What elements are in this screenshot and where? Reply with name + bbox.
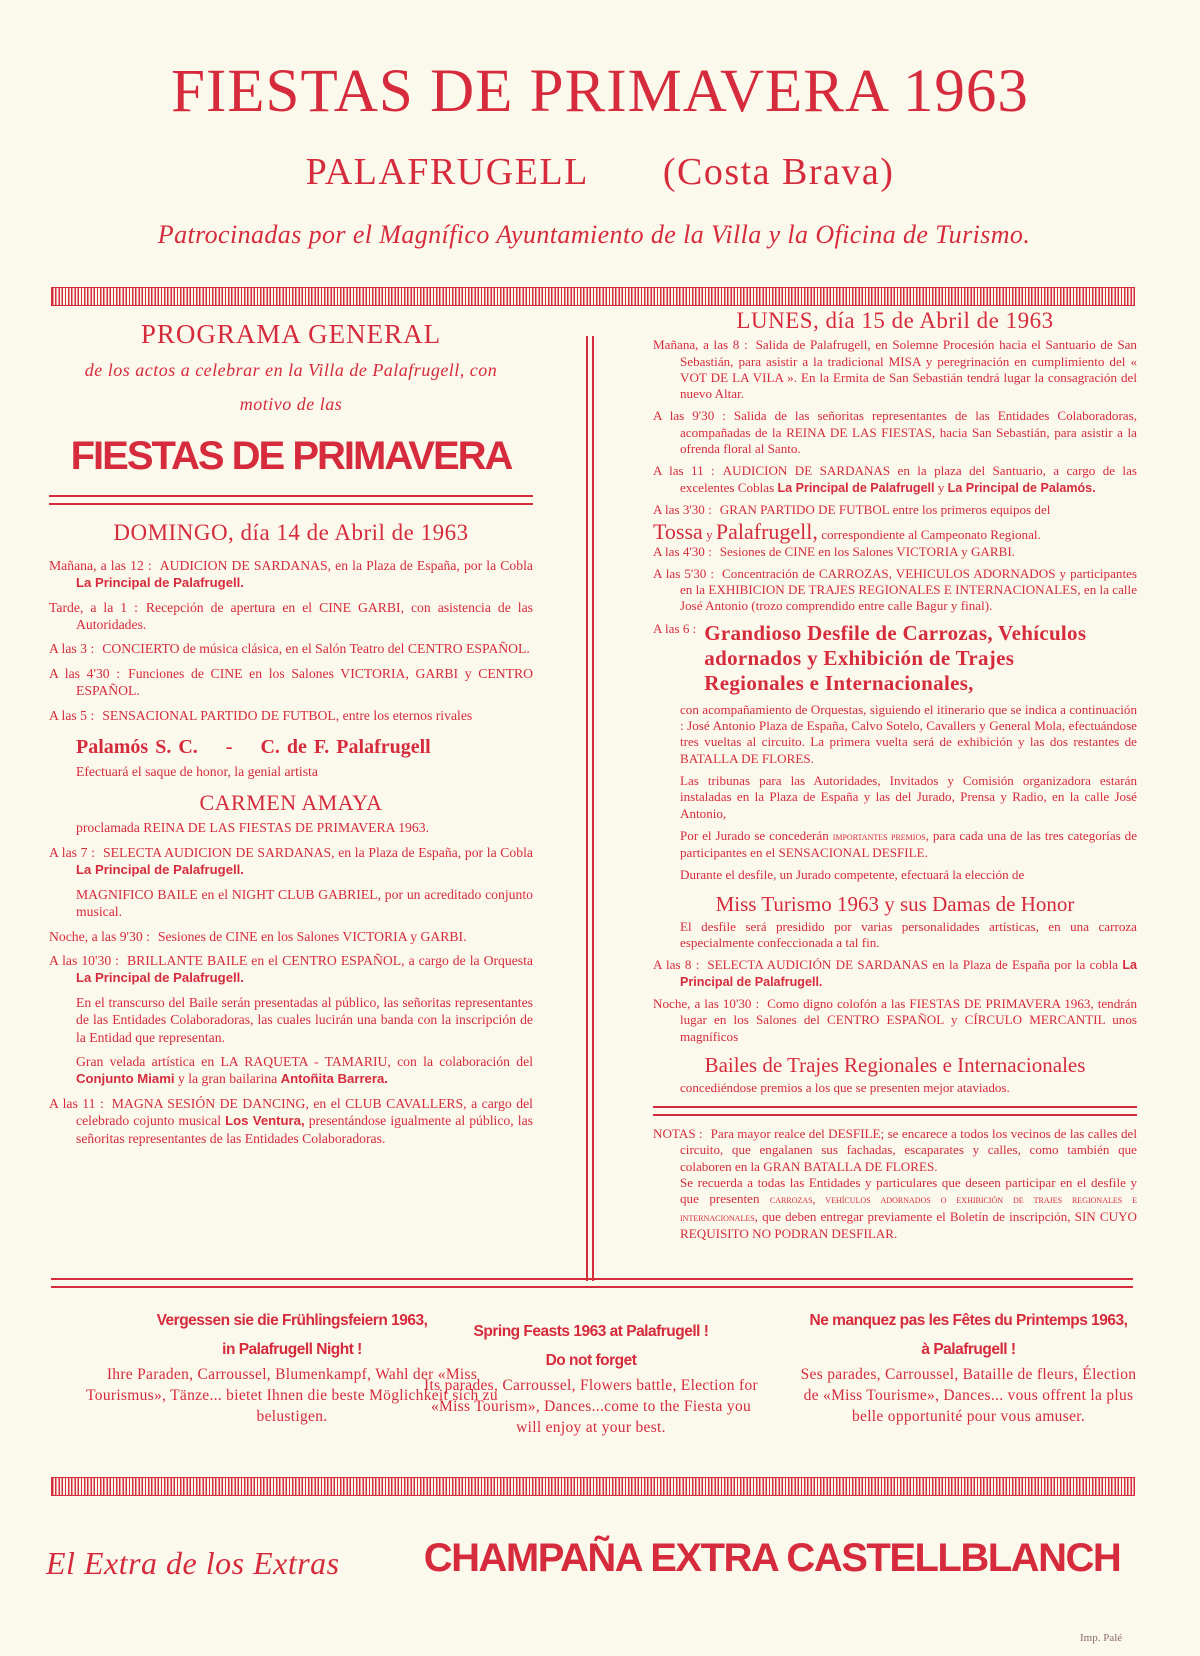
- event-time: A las 5'30 :: [653, 565, 715, 581]
- performer-name: Conjunto Miami: [76, 1071, 175, 1087]
- performer-name: Antoñita Barrera.: [280, 1071, 388, 1087]
- event-text: , para cada una de las tres categorías de participantes en el SENSACIONAL DESFILE.: [680, 827, 1138, 861]
- event-text: MAGNIFICO BAILE en el NIGHT CLUB GABRIEL, por un acreditado conjunto musical.: [76, 886, 533, 920]
- event-text: MAGNA SESIÓN DE DANCING, en el CLUB CAVALLERS, a cargo del celebrado cojunto musical: [76, 1095, 533, 1129]
- performer-name: La Principal de Palafrugell.: [680, 958, 1137, 989]
- german-heading-2: in Palafrugell Night !: [222, 1341, 362, 1358]
- event-text: C. de F. Palafrugell: [260, 736, 431, 759]
- event-item: [49, 928, 533, 945]
- event-detail: [653, 773, 1137, 822]
- event-detail: [653, 702, 1137, 767]
- event-text: SELECTA AUDICION DE SARDANAS, en la Plaza de España, por la Cobla: [102, 844, 533, 860]
- event-text: Grandioso Desfile de Carrozas, Vehículos adornados y Exhibición de Trajes Regionales e Internacionales,: [704, 620, 1087, 695]
- hatched-divider-bottom: [51, 1477, 1135, 1496]
- event-text: AUDICION DE SARDANAS en la plaza del Santuario, a cargo de las excelentes Coblas: [680, 463, 1137, 495]
- program-intro-line2: motivo de las: [239, 394, 343, 415]
- day-heading-sunday: DOMINGO, día 14 de Abril de 1963: [113, 520, 469, 546]
- event-text: importantes premios: [832, 830, 926, 843]
- event-detail: [49, 787, 533, 819]
- event-item: [49, 952, 533, 987]
- event-detail: [653, 828, 1137, 862]
- event-detail: [49, 819, 533, 836]
- event-item: [49, 599, 533, 634]
- printer-credit: Imp. Palé: [1080, 1632, 1123, 1644]
- english-heading-1: Spring Feasts 1963 at Palafrugell !: [473, 1323, 709, 1340]
- event-text: CARMEN AMAYA: [199, 790, 383, 816]
- region-name: (Costa Brava): [662, 151, 895, 193]
- event-detail: [49, 1053, 533, 1088]
- event-item: [653, 996, 1137, 1045]
- event-text: Bailes de Trajes Regionales e Internacionales: [704, 1052, 1086, 1077]
- team-name: Tossa: [653, 519, 703, 545]
- event-time: A las 6 :: [653, 620, 697, 636]
- event-text: Recepción de apertura en el CINE GARBI, con asistencia de las Autoridades.: [76, 599, 533, 633]
- slogan: El Extra de los Extras: [46, 1545, 340, 1581]
- event-item: [49, 640, 533, 657]
- english-heading-2: Do not forget: [545, 1352, 637, 1369]
- event-text: Sesiones de CINE en los Salones VICTORIA y GARBI.: [719, 543, 1015, 559]
- event-detail: [49, 886, 533, 921]
- event-item: [653, 544, 1137, 560]
- event-text: Durante el desfile, un Jurado competente, efectuará la elección de: [680, 867, 1025, 883]
- event-item: [49, 707, 533, 724]
- event-text: y: [934, 479, 948, 495]
- hatched-divider-top: [51, 287, 1135, 306]
- festival-name: FIESTAS DE PRIMAVERA: [70, 434, 512, 479]
- event-text: Gran velada artística en LA RAQUETA - TAMARIU, con la colaboración del: [76, 1053, 533, 1069]
- event-item: [653, 957, 1137, 990]
- event-item: [653, 337, 1137, 402]
- event-item: [49, 557, 533, 592]
- event-detail: [653, 1051, 1137, 1080]
- notes-text: Se recuerda a todas las Entidades y particulares que deseen participar en el desfile y que presenten: [680, 1174, 1137, 1207]
- town-name: PALAFRUGELL: [305, 151, 589, 193]
- event-text: Sesiones de CINE en los Salones VICTORIA y GARBI.: [157, 928, 467, 944]
- event-time: A las 8 :: [653, 957, 700, 973]
- event-time: Noche, a las 10'30 :: [653, 995, 760, 1011]
- event-text: Funciones de CINE en los Salones VICTORIA, GARBI y CENTRO ESPAÑOL.: [76, 665, 533, 699]
- event-time: A las 4'30 :: [653, 543, 712, 559]
- event-item: [653, 463, 1137, 496]
- event-text: CONCIERTO de música clásica, en el Salón Teatro del CENTRO ESPAÑOL.: [102, 641, 530, 657]
- event-item: [653, 621, 1137, 696]
- event-text: Salida de Palafrugell, en Solemne Procesión hacia el Santuario de San Sebastián, para asistir a la tradicional MISA y peregrinación en cumplimiento del « VOT DE LA VILA ». En la Ermita de San Sebastián tendrá lugar la consagración del nuevo Altar.: [680, 337, 1137, 402]
- performer-name: La Principal de Palafrugell: [777, 480, 935, 495]
- event-time: A las 9'30 :: [653, 408, 726, 424]
- notes-label: NOTAS :: [653, 1126, 703, 1142]
- footer-french: [794, 1306, 1143, 1427]
- event-text: concediéndose premios a los que se presenten mejor ataviados.: [680, 1079, 1010, 1095]
- footer-english: [423, 1317, 759, 1438]
- poster-title: FIESTAS DE PRIMAVERA 1963: [171, 58, 1029, 125]
- event-text: -: [197, 736, 261, 759]
- performer-name: La Principal de Palafrugell.: [76, 575, 244, 591]
- sponsors-tagline: Patrocinadas por el Magnífico Ayuntamiento de la Villa y la Oficina de Turismo.: [157, 220, 1031, 249]
- event-item: [49, 1095, 533, 1147]
- notes-text: , que deben entregar previamente el Boletín de inscripción, SIN CUYO REQUISITO NO PODRAN DESFILAR.: [680, 1208, 1137, 1241]
- event-item: [49, 844, 533, 879]
- poster-subtitle: [0, 150, 1200, 194]
- program-heading: PROGRAMA GENERAL: [140, 319, 442, 349]
- german-body: Ihre Paraden, Carroussel, Blumenkampf, Wahl der «Miss Tourismus», Tänze... bietet Ihnen die beste Möglichkeit sich zu belustigen.: [86, 1366, 498, 1425]
- sunday-events: [49, 557, 533, 1147]
- performer-name: Los Ventura,: [225, 1113, 305, 1129]
- double-rule-footer: [51, 1278, 1133, 1288]
- event-text: correspondiente al Campeonato Regional.: [817, 527, 1041, 543]
- sponsor-name: CHAMPAÑA EXTRA CASTELLBLANCH: [423, 1536, 1121, 1580]
- event-detail: [653, 519, 1137, 545]
- event-time: A las 4'30 :: [49, 665, 121, 681]
- event-item: [49, 665, 533, 700]
- event-text: proclamada REINA DE LAS FIESTAS DE PRIMAVERA 1963.: [76, 820, 429, 836]
- event-text: El desfile será presidido por varias personalidades artísticas, en una carroza especialmente confeccionada a tal fin.: [680, 918, 1137, 951]
- performer-name: La Principal de Palafrugell.: [76, 970, 244, 986]
- event-text: Salida de las señoritas representantes de las Entidades Colaboradoras, acompañadas de la REINA DE LAS FIESTAS, hacia San Sebastián, para asistir a la ofrenda floral al Santo.: [680, 408, 1137, 457]
- event-item: [653, 408, 1137, 457]
- event-text: Concentración de CARROZAS, VEHICULOS ADORNADOS y participantes en la EXHIBICION DE TRAJES REGIONALES E INTERNACIONALES, en la calle José Antonio (trozo comprendido entre calle Bagur y final).: [680, 565, 1137, 614]
- english-body: Its parades, Carroussel, Flowers battle, Election for «Miss Tourism», Dances...come to the Fiesta you will enjoy at your best.: [424, 1377, 758, 1436]
- double-rule: [653, 1106, 1137, 1116]
- french-heading-1: Ne manquez pas les Fêtes du Printemps 1963,: [809, 1312, 1128, 1329]
- event-time: Mañana, a las 8 :: [653, 337, 748, 353]
- performer-name: La Principal de Palafrugell.: [76, 862, 244, 878]
- event-time: A las 10'30 :: [49, 952, 119, 968]
- notes-text: Para mayor realce del DESFILE; se encarece a todos los vecinos de las calles del circuito, que engalanen sus fachadas, escaparates y calles, como también que colaboren en la GRAN BATALLA DE FLORES.: [680, 1126, 1137, 1174]
- team-name: Palafrugell,: [715, 519, 818, 545]
- event-item: [653, 502, 1137, 518]
- event-time: Mañana, a las 12 :: [49, 557, 152, 573]
- program-intro-line1: de los actos a celebrar en la Villa de Palafrugell, con: [84, 360, 498, 381]
- event-text: Efectuará el saque de honor, la genial artista: [76, 764, 318, 780]
- notes-reminder: [653, 1175, 1137, 1242]
- event-time: A las 7 :: [49, 844, 95, 860]
- event-text: presentándose igualmente al público, las señoritas representantes de las Entidades Colaboradoras.: [76, 1113, 533, 1146]
- event-text: SELECTA AUDICIÓN DE SARDANAS en la Plaza de España por la cobla: [707, 957, 1123, 973]
- performer-name: La Principal de Palamós.: [947, 480, 1096, 495]
- event-text: y la gran bailarina: [174, 1071, 281, 1087]
- french-heading-2: à Palafrugell !: [921, 1341, 1016, 1358]
- event-time: A las 3'30 :: [653, 501, 712, 517]
- event-time: A las 11 :: [653, 463, 715, 479]
- event-text: Miss Turismo 1963 y sus Damas de Honor: [715, 891, 1075, 916]
- right-column-program: [653, 308, 1138, 1248]
- event-text: GRAN PARTIDO DE FUTBOL entre los primeros equipos del: [719, 501, 1051, 517]
- monday-events: [653, 337, 1137, 1096]
- event-detail: [653, 1080, 1137, 1096]
- event-detail: [653, 890, 1137, 919]
- notes-text-smallcaps: carrozas, vehículos adornados o exhibición de trajes regionales e internacionales: [680, 1194, 1138, 1224]
- event-text: Como digno colofón a las FIESTAS DE PRIMAVERA 1963, tendrán lugar en los Salones del CENTRO ESPAÑOL y CÍRCULO MERCANTIL unos magníficos: [680, 995, 1137, 1044]
- event-detail: [653, 867, 1137, 883]
- double-rule: [49, 495, 533, 505]
- event-item: [653, 566, 1137, 615]
- event-detail: [49, 763, 533, 780]
- event-time: A las 11 :: [49, 1095, 104, 1111]
- column-divider: [586, 336, 594, 1281]
- german-heading-1: Vergessen sie die Frühlingsfeiern 1963,: [156, 1312, 428, 1329]
- event-time: A las 5 :: [49, 707, 95, 723]
- left-column-program: [49, 319, 533, 1154]
- french-body: Ses parades, Carroussel, Bataille de fleurs, Élection de «Miss Tourisme», Dances... vous offrent la plus belle opportunité pour vous amuser.: [800, 1366, 1137, 1425]
- event-text: En el transcurso del Baile serán presentadas al público, las señoritas representantes de las Entidades Colaboradoras, las cuales lucirán una banda con la inscripción de la Entidad que representan.: [76, 994, 533, 1045]
- event-text: SENSACIONAL PARTIDO DE FUTBOL, entre los eternos rivales: [102, 707, 473, 723]
- event-text: BRILLANTE BAILE en el CENTRO ESPAÑOL, a cargo de la Orquesta: [126, 952, 533, 968]
- event-text: con acompañamiento de Orquestas, siguiendo el itinerario que se indica a continuación : José Antonio Plaza de España, Calvo Sotelo, Cavallers y General Mola, efectuándose tres vueltas al circuito. La primera vuelta será de exhibición y las dos restantes de BATALLA DE FLORES.: [680, 701, 1137, 766]
- event-text: AUDICION DE SARDANAS, en la Plaza de España, por la Cobla: [159, 557, 533, 573]
- event-text: Palamós S. C.: [76, 736, 198, 759]
- notes: [653, 1126, 1137, 1175]
- event-time: Tarde, a la 1 :: [49, 599, 138, 615]
- event-time: Noche, a las 9'30 :: [49, 928, 150, 944]
- event-time: A las 3 :: [49, 641, 95, 657]
- event-text: Por el Jurado se concederán: [680, 827, 833, 843]
- event-text: y: [702, 527, 716, 543]
- event-text: Las tribunas para las Autoridades, Invitados y Comisión organizadora estarán instaladas en la Plaza de España y las del Jurado, Prensa y Radio, en la calle José Antonio,: [680, 772, 1137, 821]
- event-detail: [653, 919, 1137, 952]
- event-detail: [49, 994, 533, 1046]
- event-detail: [49, 731, 533, 763]
- day-heading-monday: LUNES, día 15 de Abril de 1963: [736, 308, 1054, 333]
